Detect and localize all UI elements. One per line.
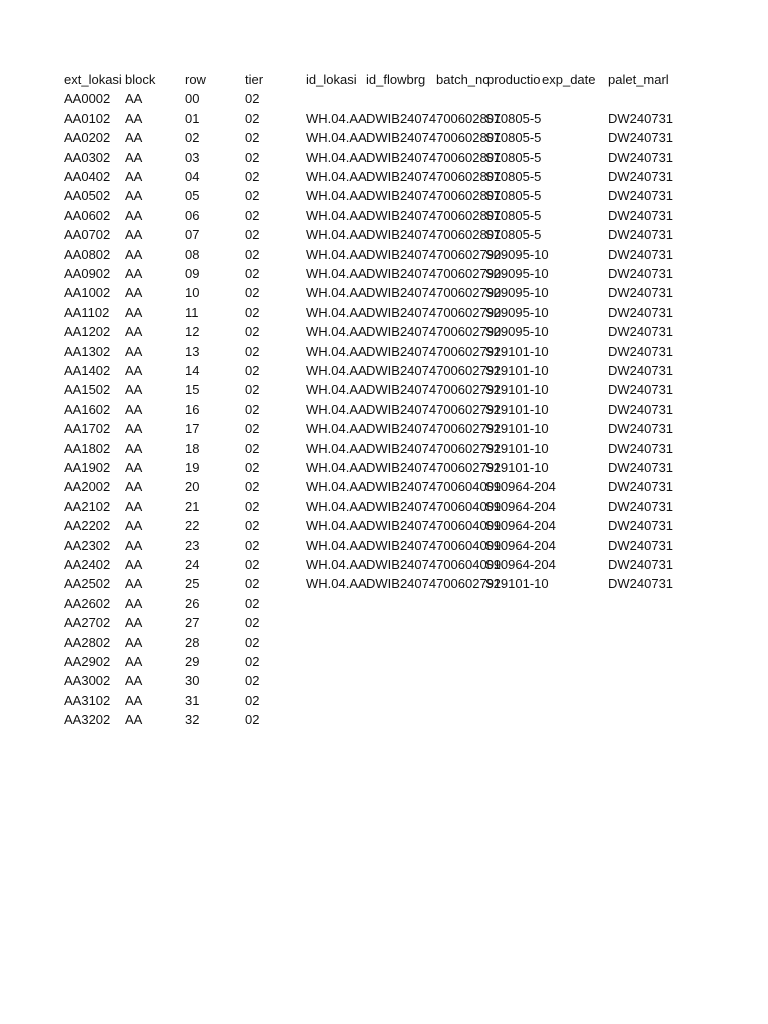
cell-id-lokasi[interactable]: WH.04.AA — [306, 343, 367, 359]
cell-palet-marl[interactable]: DW240731 — [608, 110, 674, 126]
cell-ext-lokasi[interactable]: AA0702 — [64, 227, 111, 243]
cell-batch-no[interactable]: S29101-10 — [485, 343, 549, 359]
cell-row[interactable]: 22 — [185, 518, 200, 534]
cell-palet-marl[interactable]: DW240731 — [608, 188, 674, 204]
cell-id-lokasi[interactable]: WH.04.AA — [306, 518, 367, 534]
cell-ext-lokasi[interactable]: AA1002 — [64, 285, 111, 301]
cell-id-lokasi[interactable]: WH.04.AA — [306, 188, 367, 204]
cell-ext-lokasi[interactable]: AA2402 — [64, 557, 111, 572]
cell-row[interactable]: 30 — [185, 673, 200, 689]
cell-id-lokasi[interactable]: WH.04.AA — [306, 363, 367, 378]
cell-batch-no[interactable]: S29101-10 — [485, 440, 549, 456]
cell-block[interactable]: AA — [125, 518, 143, 534]
cell-block[interactable]: AA — [125, 595, 143, 611]
cell-id-lokasi[interactable]: WH.04.AA — [306, 557, 367, 572]
cell-palet-marl[interactable]: DW240731 — [608, 421, 674, 437]
cell-id-flowbrg[interactable]: DWIB24074700604009 — [366, 537, 502, 553]
cell-row[interactable]: 31 — [185, 692, 200, 708]
cell-row[interactable]: 07 — [185, 227, 200, 243]
cell-batch-no[interactable]: S70805-5 — [485, 227, 542, 243]
cell-id-flowbrg[interactable]: DWIB24074700602790 — [366, 304, 502, 320]
cell-block[interactable]: AA — [125, 692, 143, 708]
cell-batch-no[interactable]: S29095-10 — [485, 324, 549, 340]
cell-id-lokasi[interactable]: WH.04.AA — [306, 401, 367, 417]
cell-id-flowbrg[interactable]: DWIB24074700602791 — [366, 460, 502, 475]
cell-id-lokasi[interactable]: WH.04.AA — [306, 246, 367, 262]
cell-row[interactable]: 13 — [185, 343, 200, 359]
cell-tier[interactable]: 02 — [245, 479, 260, 495]
cell-batch-no[interactable]: S29101-10 — [485, 382, 549, 398]
cell-id-lokasi[interactable]: WH.04.AA — [306, 498, 367, 514]
cell-tier[interactable]: 02 — [245, 634, 260, 650]
header-exp-date[interactable]: exp_date — [542, 72, 596, 87]
cell-row[interactable]: 01 — [185, 110, 200, 126]
cell-block[interactable]: AA — [125, 304, 143, 320]
cell-ext-lokasi[interactable]: AA0102 — [64, 110, 111, 126]
cell-row[interactable]: 02 — [185, 130, 200, 146]
cell-id-lokasi[interactable]: WH.04.AA — [306, 110, 367, 126]
cell-tier[interactable]: 02 — [245, 557, 260, 572]
cell-id-flowbrg[interactable]: DWIB24074700602801 — [366, 207, 502, 223]
cell-ext-lokasi[interactable]: AA1602 — [64, 401, 111, 417]
cell-ext-lokasi[interactable]: AA1802 — [64, 440, 111, 456]
cell-block[interactable]: AA — [125, 324, 143, 340]
header-row-col[interactable]: row — [185, 72, 206, 87]
cell-ext-lokasi[interactable]: AA1302 — [64, 343, 111, 359]
cell-id-lokasi[interactable]: WH.04.AA — [306, 169, 367, 184]
cell-row[interactable]: 19 — [185, 460, 200, 475]
cell-id-flowbrg[interactable]: DWIB24074700602801 — [366, 227, 502, 243]
cell-batch-no[interactable]: S29095-10 — [485, 285, 549, 301]
cell-tier[interactable]: 02 — [245, 227, 260, 243]
cell-id-flowbrg[interactable]: DWIB24074700602791 — [366, 343, 502, 359]
cell-tier[interactable]: 02 — [245, 615, 260, 631]
cell-ext-lokasi[interactable]: AA1902 — [64, 460, 111, 475]
cell-batch-no[interactable]: S10964-204 — [485, 537, 556, 553]
cell-id-lokasi[interactable]: WH.04.AA — [306, 421, 367, 437]
cell-block[interactable]: AA — [125, 615, 143, 631]
cell-id-flowbrg[interactable]: DWIB24074700602801 — [366, 110, 502, 126]
cell-tier[interactable]: 02 — [245, 498, 260, 514]
cell-id-lokasi[interactable]: WH.04.AA — [306, 285, 367, 301]
cell-block[interactable]: AA — [125, 654, 143, 669]
cell-palet-marl[interactable]: DW240731 — [608, 576, 674, 592]
cell-id-lokasi[interactable]: WH.04.AA — [306, 324, 367, 340]
cell-tier[interactable]: 02 — [245, 246, 260, 262]
cell-palet-marl[interactable]: DW240731 — [608, 130, 674, 146]
cell-batch-no[interactable]: S29095-10 — [485, 304, 549, 320]
cell-row[interactable]: 23 — [185, 537, 200, 553]
cell-batch-no[interactable]: S70805-5 — [485, 130, 542, 146]
cell-id-lokasi[interactable]: WH.04.AA — [306, 440, 367, 456]
cell-id-lokasi[interactable]: WH.04.AA — [306, 576, 367, 592]
cell-id-flowbrg[interactable]: DWIB24074700602801 — [366, 130, 502, 146]
cell-row[interactable]: 26 — [185, 595, 200, 611]
cell-id-flowbrg[interactable]: DWIB24074700604009 — [366, 498, 502, 514]
cell-batch-no[interactable]: S29095-10 — [485, 266, 549, 281]
cell-tier[interactable]: 02 — [245, 169, 260, 184]
cell-tier[interactable]: 02 — [245, 518, 260, 534]
cell-block[interactable]: AA — [125, 421, 143, 437]
cell-ext-lokasi[interactable]: AA2502 — [64, 576, 111, 592]
cell-block[interactable]: AA — [125, 576, 143, 592]
cell-tier[interactable]: 02 — [245, 285, 260, 301]
cell-palet-marl[interactable]: DW240731 — [608, 227, 674, 243]
cell-batch-no[interactable]: S29101-10 — [485, 460, 549, 475]
cell-palet-marl[interactable]: DW240731 — [608, 557, 674, 572]
cell-id-flowbrg[interactable]: DWIB24074700604009 — [366, 479, 502, 495]
cell-id-flowbrg[interactable]: DWIB24074700602791 — [366, 382, 502, 398]
cell-batch-no[interactable]: S29101-10 — [485, 576, 549, 592]
cell-row[interactable]: 11 — [185, 304, 199, 320]
cell-row[interactable]: 12 — [185, 324, 200, 340]
cell-palet-marl[interactable]: DW240731 — [608, 169, 674, 184]
cell-batch-no[interactable]: S10964-204 — [485, 479, 556, 495]
cell-tier[interactable]: 02 — [245, 401, 260, 417]
cell-row[interactable]: 09 — [185, 266, 200, 281]
cell-tier[interactable]: 02 — [245, 324, 260, 340]
cell-ext-lokasi[interactable]: AA0802 — [64, 246, 111, 262]
cell-id-lokasi[interactable]: WH.04.AA — [306, 382, 367, 398]
cell-palet-marl[interactable]: DW240731 — [608, 518, 674, 534]
cell-ext-lokasi[interactable]: AA1702 — [64, 421, 111, 437]
cell-batch-no[interactable]: S29101-10 — [485, 421, 549, 437]
cell-id-flowbrg[interactable]: DWIB24074700602790 — [366, 285, 502, 301]
header-id-lokasi[interactable]: id_lokasi — [306, 72, 357, 87]
cell-id-lokasi[interactable]: WH.04.AA — [306, 207, 367, 223]
cell-block[interactable]: AA — [125, 266, 143, 281]
cell-row[interactable]: 28 — [185, 634, 200, 650]
cell-id-lokasi[interactable]: WH.04.AA — [306, 537, 367, 553]
cell-block[interactable]: AA — [125, 169, 143, 184]
cell-id-lokasi[interactable]: WH.04.AA — [306, 304, 367, 320]
cell-batch-no[interactable]: S29101-10 — [485, 363, 549, 378]
cell-batch-no[interactable]: S70805-5 — [485, 207, 542, 223]
cell-row[interactable]: 32 — [185, 712, 200, 728]
cell-id-lokasi[interactable]: WH.04.AA — [306, 130, 367, 146]
cell-row[interactable]: 05 — [185, 188, 200, 204]
cell-block[interactable]: AA — [125, 246, 143, 262]
cell-ext-lokasi[interactable]: AA1502 — [64, 382, 111, 398]
cell-row[interactable]: 27 — [185, 615, 200, 631]
cell-block[interactable]: AA — [125, 712, 143, 728]
cell-block[interactable]: AA — [125, 207, 143, 223]
cell-block[interactable]: AA — [125, 634, 143, 650]
cell-ext-lokasi[interactable]: AA0202 — [64, 130, 111, 146]
cell-id-flowbrg[interactable]: DWIB24074700602791 — [366, 421, 502, 437]
cell-block[interactable]: AA — [125, 227, 143, 243]
cell-id-lokasi[interactable]: WH.04.AA — [306, 149, 367, 165]
cell-row[interactable]: 00 — [185, 91, 200, 107]
cell-id-lokasi[interactable]: WH.04.AA — [306, 479, 367, 495]
cell-block[interactable]: AA — [125, 460, 143, 475]
cell-tier[interactable]: 02 — [245, 460, 260, 475]
cell-ext-lokasi[interactable]: AA3002 — [64, 673, 111, 689]
cell-ext-lokasi[interactable]: AA0902 — [64, 266, 111, 281]
cell-row[interactable]: 06 — [185, 207, 200, 223]
cell-block[interactable]: AA — [125, 285, 143, 301]
header-tier[interactable]: tier — [245, 72, 264, 87]
cell-block[interactable]: AA — [125, 498, 143, 514]
cell-ext-lokasi[interactable]: AA3102 — [64, 692, 111, 708]
cell-ext-lokasi[interactable]: AA2702 — [64, 615, 111, 631]
cell-palet-marl[interactable]: DW240731 — [608, 401, 674, 417]
cell-tier[interactable]: 02 — [245, 304, 260, 320]
cell-tier[interactable]: 02 — [245, 382, 260, 398]
cell-row[interactable]: 10 — [185, 285, 200, 301]
cell-tier[interactable]: 02 — [245, 712, 260, 728]
cell-palet-marl[interactable]: DW240731 — [608, 498, 674, 514]
cell-tier[interactable]: 02 — [245, 363, 260, 378]
cell-tier[interactable]: 02 — [245, 440, 260, 456]
cell-ext-lokasi[interactable]: AA0602 — [64, 207, 111, 223]
cell-tier[interactable]: 02 — [245, 537, 260, 553]
cell-tier[interactable]: 02 — [245, 692, 260, 708]
cell-row[interactable]: 18 — [185, 440, 200, 456]
cell-palet-marl[interactable]: DW240731 — [608, 382, 674, 398]
cell-id-flowbrg[interactable]: DWIB24074700602790 — [366, 266, 502, 281]
cell-row[interactable]: 25 — [185, 576, 200, 592]
cell-tier[interactable]: 02 — [245, 421, 260, 437]
cell-id-flowbrg[interactable]: DWIB24074700602801 — [366, 149, 502, 165]
cell-id-flowbrg[interactable]: DWIB24074700602791 — [366, 576, 502, 592]
cell-tier[interactable]: 02 — [245, 343, 260, 359]
cell-ext-lokasi[interactable]: AA2802 — [64, 634, 111, 650]
header-id-flowbrg[interactable]: id_flowbrg — [366, 72, 426, 87]
header-palet-marl[interactable]: palet_marl — [608, 72, 669, 87]
cell-id-flowbrg[interactable]: DWIB24074700602801 — [366, 169, 502, 184]
header-ext-lokasi[interactable]: ext_lokasi — [64, 72, 122, 87]
cell-block[interactable]: AA — [125, 110, 143, 126]
cell-ext-lokasi[interactable]: AA0302 — [64, 149, 111, 165]
cell-id-flowbrg[interactable]: DWIB24074700602790 — [366, 246, 502, 262]
cell-id-flowbrg[interactable]: DWIB24074700604009 — [366, 518, 502, 534]
cell-tier[interactable]: 02 — [245, 654, 260, 669]
cell-palet-marl[interactable]: DW240731 — [608, 149, 674, 165]
cell-row[interactable]: 20 — [185, 479, 200, 495]
cell-block[interactable]: AA — [125, 149, 143, 165]
cell-ext-lokasi[interactable]: AA0402 — [64, 169, 111, 184]
cell-block[interactable]: AA — [125, 479, 143, 495]
cell-ext-lokasi[interactable]: AA2602 — [64, 595, 111, 611]
cell-block[interactable]: AA — [125, 363, 143, 378]
cell-ext-lokasi[interactable]: AA2902 — [64, 654, 111, 669]
cell-tier[interactable]: 02 — [245, 110, 260, 126]
cell-block[interactable]: AA — [125, 91, 143, 107]
cell-tier[interactable]: 02 — [245, 266, 260, 281]
cell-batch-no[interactable]: S10964-204 — [485, 557, 556, 572]
cell-row[interactable]: 17 — [185, 421, 200, 437]
cell-palet-marl[interactable]: DW240731 — [608, 246, 674, 262]
cell-batch-no[interactable]: S10964-204 — [485, 518, 556, 534]
cell-row[interactable]: 04 — [185, 169, 200, 184]
cell-batch-no[interactable]: S70805-5 — [485, 188, 542, 204]
cell-row[interactable]: 14 — [185, 363, 200, 378]
cell-ext-lokasi[interactable]: AA0502 — [64, 188, 111, 204]
cell-row[interactable]: 29 — [185, 654, 200, 669]
cell-ext-lokasi[interactable]: AA2002 — [64, 479, 111, 495]
cell-palet-marl[interactable]: DW240731 — [608, 266, 674, 281]
cell-row[interactable]: 03 — [185, 149, 200, 165]
cell-tier[interactable]: 02 — [245, 91, 260, 107]
cell-block[interactable]: AA — [125, 130, 143, 146]
cell-id-flowbrg[interactable]: DWIB24074700602801 — [366, 188, 502, 204]
cell-block[interactable]: AA — [125, 537, 143, 553]
cell-ext-lokasi[interactable]: AA2102 — [64, 498, 111, 514]
cell-ext-lokasi[interactable]: AA0002 — [64, 91, 111, 107]
cell-palet-marl[interactable]: DW240731 — [608, 460, 674, 475]
cell-id-lokasi[interactable]: WH.04.AA — [306, 460, 367, 475]
cell-palet-marl[interactable]: DW240731 — [608, 285, 674, 301]
header-productio[interactable]: productio — [487, 72, 541, 87]
cell-ext-lokasi[interactable]: AA1402 — [64, 363, 111, 378]
cell-tier[interactable]: 02 — [245, 576, 260, 592]
cell-palet-marl[interactable]: DW240731 — [608, 343, 674, 359]
cell-palet-marl[interactable]: DW240731 — [608, 479, 674, 495]
cell-tier[interactable]: 02 — [245, 673, 260, 689]
cell-batch-no[interactable]: S29095-10 — [485, 246, 549, 262]
cell-batch-no[interactable]: S29101-10 — [485, 401, 549, 417]
cell-block[interactable]: AA — [125, 557, 143, 572]
cell-tier[interactable]: 02 — [245, 207, 260, 223]
cell-id-flowbrg[interactable]: DWIB24074700602791 — [366, 363, 502, 378]
cell-ext-lokasi[interactable]: AA1202 — [64, 324, 111, 340]
cell-batch-no[interactable]: S70805-5 — [485, 149, 542, 165]
cell-palet-marl[interactable]: DW240731 — [608, 324, 674, 340]
cell-id-lokasi[interactable]: WH.04.AA — [306, 266, 367, 281]
cell-row[interactable]: 24 — [185, 557, 200, 572]
cell-palet-marl[interactable]: DW240731 — [608, 304, 674, 320]
cell-block[interactable]: AA — [125, 382, 143, 398]
header-block[interactable]: block — [125, 72, 156, 87]
cell-ext-lokasi[interactable]: AA2302 — [64, 537, 111, 553]
cell-row[interactable]: 15 — [185, 382, 200, 398]
cell-palet-marl[interactable]: DW240731 — [608, 207, 674, 223]
cell-ext-lokasi[interactable]: AA3202 — [64, 712, 111, 728]
cell-batch-no[interactable]: S70805-5 — [485, 110, 542, 126]
cell-palet-marl[interactable]: DW240731 — [608, 440, 674, 456]
header-batch-no[interactable]: batch_no — [436, 72, 490, 87]
cell-row[interactable]: 21 — [185, 498, 200, 514]
cell-block[interactable]: AA — [125, 343, 143, 359]
cell-block[interactable]: AA — [125, 401, 143, 417]
cell-id-flowbrg[interactable]: DWIB24074700604009 — [366, 557, 502, 572]
cell-palet-marl[interactable]: DW240731 — [608, 537, 674, 553]
cell-tier[interactable]: 02 — [245, 595, 260, 611]
cell-batch-no[interactable]: S70805-5 — [485, 169, 542, 184]
cell-row[interactable]: 16 — [185, 401, 200, 417]
cell-id-lokasi[interactable]: WH.04.AA — [306, 227, 367, 243]
cell-tier[interactable]: 02 — [245, 149, 260, 165]
cell-palet-marl[interactable]: DW240731 — [608, 363, 674, 378]
cell-id-flowbrg[interactable]: DWIB24074700602790 — [366, 324, 502, 340]
cell-tier[interactable]: 02 — [245, 130, 260, 146]
cell-id-flowbrg[interactable]: DWIB24074700602791 — [366, 401, 502, 417]
cell-block[interactable]: AA — [125, 440, 143, 456]
cell-block[interactable]: AA — [125, 188, 143, 204]
cell-ext-lokasi[interactable]: AA1102 — [64, 304, 110, 320]
cell-block[interactable]: AA — [125, 673, 143, 689]
cell-batch-no[interactable]: S10964-204 — [485, 498, 556, 514]
cell-tier[interactable]: 02 — [245, 188, 260, 204]
cell-id-flowbrg[interactable]: DWIB24074700602791 — [366, 440, 502, 456]
cell-ext-lokasi[interactable]: AA2202 — [64, 518, 111, 534]
cell-row[interactable]: 08 — [185, 246, 200, 262]
